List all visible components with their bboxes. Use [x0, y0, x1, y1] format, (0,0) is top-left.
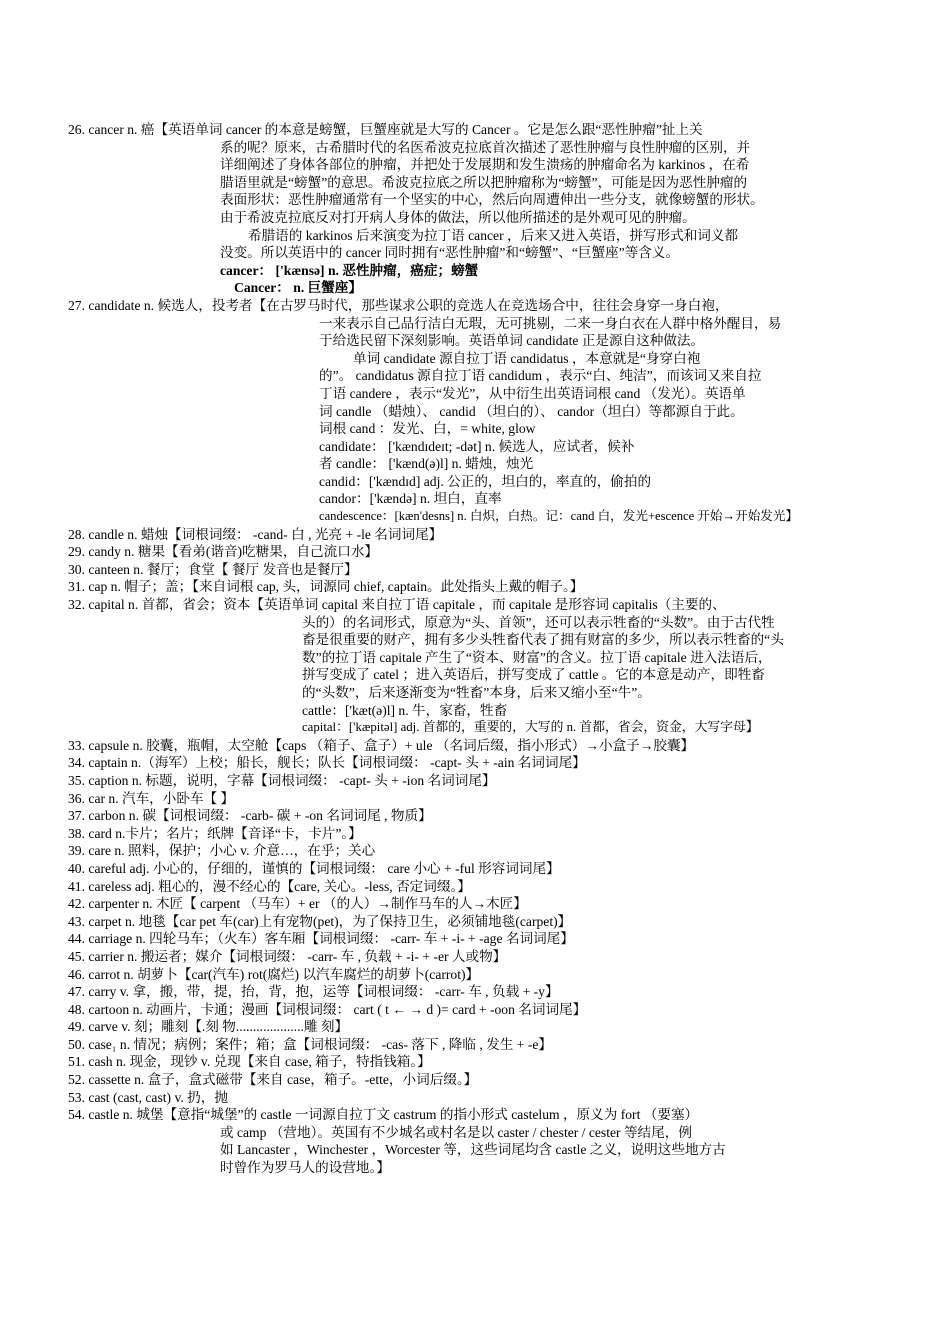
entry-line: cattle：['kæt(ə)l] n. 牛，家畜，牲畜: [302, 702, 508, 718]
entry-42: 42. carpenter n. 木匠【 carpent （马车）+ er （的人）→制作马车的人→木匠】: [68, 896, 527, 912]
entry-line: 26. cancer n. 癌【英语单词 cancer 的本意是螃蟹，巨蟹座就是大写的 Cancer 。它是怎么跟“恶性肿瘤”扯上关: [68, 122, 703, 137]
entry-28: 28. candle n. 蜡烛【词根词缀： -cand- 白 , 光亮 + -le 名词词尾】: [68, 526, 443, 542]
entry-line: 拼写变成了 catel ；进入英语后，拼写变成了 cattle 。它的本意是动产，即牲畜: [302, 667, 765, 683]
entry-line: 一来表示自己品行洁白无瑕，无可挑剔，二来一身白衣在人群中格外醒目，易: [319, 315, 782, 331]
entry-line: candescence：[kæn'desns] n. 白炽，白热。记：cand 白，发光+escence 开始→开始发光】: [319, 509, 799, 524]
entry-line: 单词 candidate 源自拉丁语 candidatus ，本意就是“身穿白袍: [353, 350, 701, 366]
entry-line: 54. castle n. 城堡【意指“城堡”的 castle 一词源自拉丁文 castrum 的指小形式 castelum ，原义为 fort （要塞）: [68, 1107, 699, 1123]
entry-41: 41. careless adj. 粗心的，漫不经心的【care, 关心。-less, 否定词缀。】: [68, 878, 471, 894]
entry-line: 32. capital n. 首都，省会；资本【英语单词 capital 来自拉丁语 capitale ，而 capitale 是形容词 capitalis（主要的、: [68, 597, 726, 613]
entry-line: 系的呢？原来，古希腊时代的名医希波克拉底首次描述了恶性肿瘤与良性肿瘤的区别，并: [220, 139, 751, 155]
entry-31: 31. cap n. 帽子；盖；【来自词根 cap, 头，词源同 chief, captain。此处指头上戴的帽子。】: [68, 579, 584, 595]
entry-34: 34. captain n.（海军）上校；船长，舰长；队长【词根词缀： -capt- 头 + -ain 名词词尾】: [68, 755, 586, 771]
entry-32: [68, 596, 888, 737]
entry-35: 35. caption n. 标题，说明，字幕【词根词缀： -capt- 头 + -ion 名词词尾】: [68, 772, 496, 788]
entry-line: candid：['kændɪd] adj. 公正的，坦白的，率直的，偷拍的: [319, 473, 652, 489]
entry-49: 49. carve v. 刻；雕刻【.刻 物....................雕 刻】: [68, 1019, 349, 1035]
entry-37: 37. carbon n. 碳【词根词缀： -carb- 碳 + -on 名词词尾 , 物质】: [68, 808, 432, 824]
entry-54: [68, 1106, 888, 1176]
entry-43: 43. carpet n. 地毯【car pet 车(car)上有宠物(pet)，为了保持卫生，必须铺地毯(carpet)】: [68, 913, 572, 929]
entry-40: 40. careful adj. 小心的，仔细的，谨慎的【词根词缀： care 小心 + -ful 形容词词尾】: [68, 860, 560, 876]
entry-line: 于给选民留下深刻影响。英语单词 candidate 正是源自这种做法。: [319, 333, 705, 349]
entry-line: 词根 cand ：发光、白，= white, glow: [319, 421, 536, 437]
entry-line: cancer： ['kænsə] n. 恶性肿瘤，癌症；螃蟹: [220, 262, 479, 278]
entry-line: 的“头数”，后来逐渐变为“牲畜”本身，后来又缩小至“牛”。: [302, 685, 651, 700]
document-page: [68, 121, 888, 1177]
entry-line: 时曾作为罗马人的设营地。】: [220, 1160, 390, 1176]
entry-line: 的”。 candidatus 源自拉丁语 candidum ，表示“白、纯洁”，而该词又来自拉: [319, 368, 762, 384]
entry-line: 如 Lancaster ，Winchester ，Worcester 等，这些词尾均含 castle 之义，说明这些地方古: [220, 1142, 726, 1158]
entry-line: 词 candle （蜡烛）、 candid （坦白的）、 candor（坦白）等都源自于此。: [319, 403, 744, 419]
entry-line: 27. candidate n. 候选人，投考者【在古罗马时代，那些谋求公职的竞选人在竞选场合中，往往会身穿一身白袍，: [68, 297, 729, 313]
entry-line: capital：['kæpitəl] adj. 首都的，重要的，大写的 n. 首都，省会，资金，大写字母】: [302, 720, 759, 735]
entry-line: candor：['kændə] n. 坦白，直率: [319, 491, 502, 507]
entry-39: 39. care n. 照料，保护；小心 v. 介意…，在乎；关心: [68, 843, 376, 859]
entry-30: 30. canteen n. 餐厅；食堂【 餐厅 发音也是餐厅】: [68, 561, 358, 577]
entry-38: 38. card n.卡片；名片；纸牌【音译“卡，卡片”。】: [68, 825, 362, 841]
entry-52: 52. cassette n. 盒子，盒式磁带【来自 case，箱子。-ette，小词后缀。】: [68, 1072, 478, 1088]
entry-51: 51. cash n. 现金，现钞 v. 兑现【来自 case, 箱子，特指钱箱。】: [68, 1054, 431, 1070]
entry-line: candidate： ['kændɪdeɪt; -dət] n. 候选人，应试者，候补: [319, 438, 635, 454]
entry-line: 畜是很重要的财产，拥有多少头牲畜代表了拥有财富的多少，所以表示牲畜的“头: [302, 632, 784, 648]
entry-line: 由于希波克拉底反对打开病人身体的做法，所以他所描述的是外观可见的肿瘤。: [220, 209, 696, 225]
entry-line: Cancer： n. 巨蟹座】: [234, 280, 362, 296]
entry-26: [68, 121, 888, 297]
entry-line: 丁语 candere ，表示“发光”，从中衍生出英语词根 cand （发光）。英语单: [319, 385, 746, 401]
entry-47: 47. carry v. 拿，搬，带，提，抬，背，抱，运等【词根词缀： -carr- 车 , 负载 + -y】: [68, 984, 559, 1000]
entry-line: 详细阐述了身体各部位的肿瘤，并把处于发展期和发生溃疡的肿瘤命名为 karkinos ，在希: [220, 157, 750, 173]
entry-45: 45. carrier n. 搬运者；媒介【词根词缀： -carr- 车 , 负载 + -i- + -er 人或物】: [68, 948, 507, 964]
entry-line: 头的）的名词形式，原意为“头、首领”，还可以表示牲畜的“头数”。由于古代牲: [302, 614, 775, 630]
entry-53: 53. cast (cast, cast) v. 扔，抛: [68, 1089, 228, 1105]
entry-line: 数”的拉丁语 capitale 产生了“资本、财富”的含义。拉丁语 capitale 进入法语后，: [302, 649, 772, 665]
entry-44: 44. carriage n. 四轮马车；（火车）客车厢【词根词缀： -carr- 车 + -i- + -age 名词词尾】: [68, 931, 574, 947]
entry-50: 50. case₁ n. 情况；病例；案件；箱；盒【词根词缀： -cas- 落下 , 降临 , 发生 + -e】: [68, 1036, 552, 1052]
entry-27: [68, 297, 888, 526]
entry-48: 48. cartoon n. 动画片，卡通；漫画【词根词缀： cart ( t ← → d )= card + -oon 名词词尾】: [68, 1001, 587, 1017]
entry-line: 腊语里就是“螃蟹”的意思。希波克拉底之所以把肿瘤称为“螃蟹”，可能是因为恶性肿瘤的: [220, 174, 748, 190]
entry-46: 46. carrot n. 胡萝卜【car(汽车) rot(腐烂) 以汽车腐烂的胡萝卜(carrot)】: [68, 966, 480, 982]
entry-line: 没变。所以英语中的 cancer 同时拥有“恶性肿瘤”和“螃蟹”、“巨蟹座”等含义。: [220, 245, 680, 261]
entry-line: 希腊语的 karkinos 后来演变为拉丁语 cancer ，后来又进入英语，拼写形式和词义都: [248, 227, 739, 243]
entry-29: 29. candy n. 糖果【看弟(谐音)吃糖果，自己流口水】: [68, 544, 379, 560]
entry-line: 或 camp （营地）。英国有不少城名或村名是以 caster / chester / cester 等结尾，例: [220, 1124, 692, 1140]
entry-33: 33. capsule n. 胶囊，瓶帽，太空舱【caps （箱子、盒子）+ ule （名词后缀，指小形式）→小盒子→胶囊】: [68, 737, 695, 753]
entry-line: 者 candle： ['kænd(ə)l] n. 蜡烛，烛光: [319, 456, 534, 472]
entry-line: 表面形状：恶性肿瘤通常有一个坚实的中心，然后向周遭伸出一些分支，就像螃蟹的形状。: [220, 192, 764, 208]
entry-36: 36. car n. 汽车，小卧车【 】: [68, 790, 235, 806]
